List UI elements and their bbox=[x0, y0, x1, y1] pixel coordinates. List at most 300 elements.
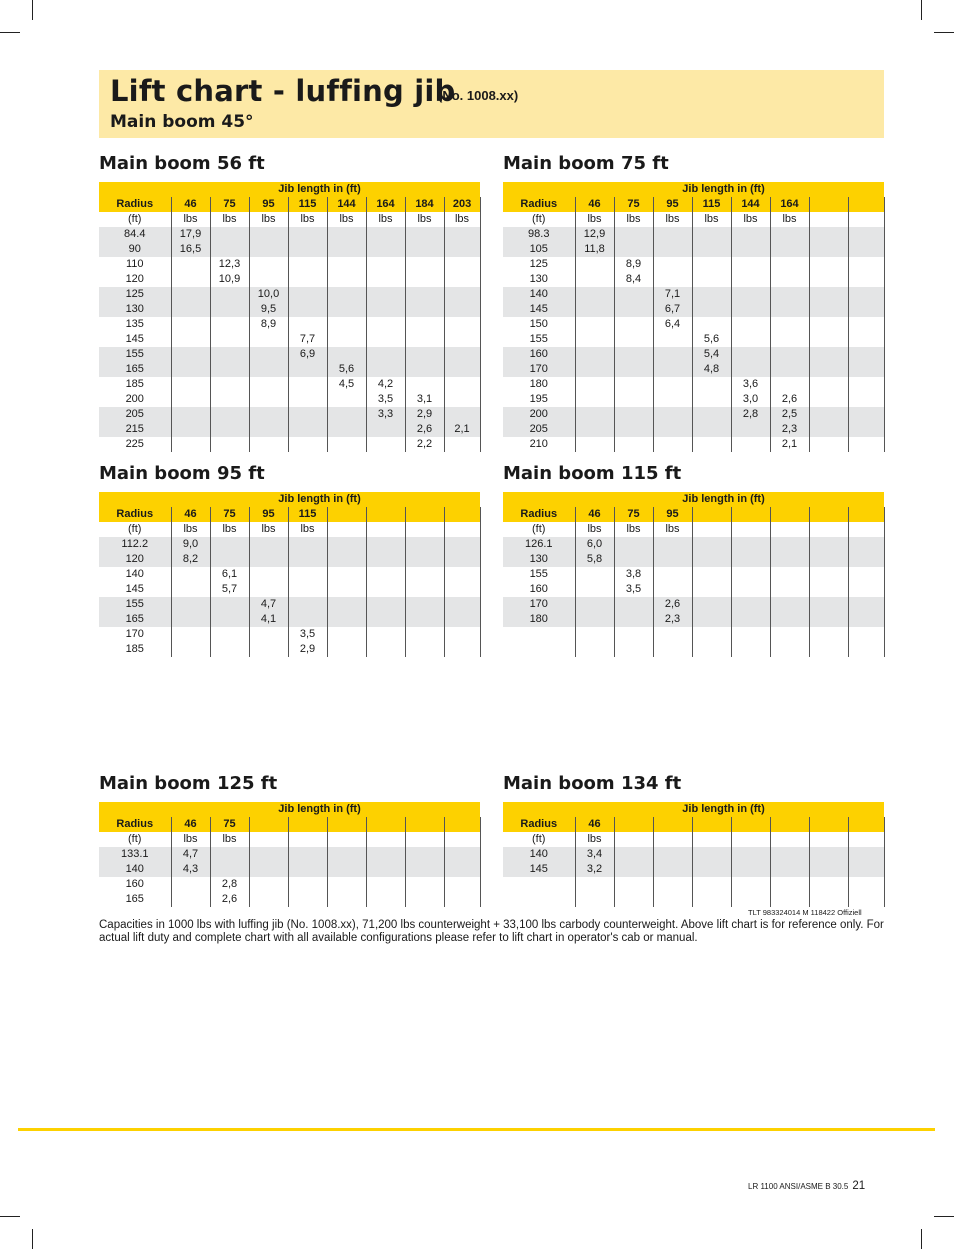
capacity-cell bbox=[444, 597, 480, 612]
capacity-cell bbox=[809, 567, 848, 582]
jib-length-cell: 115 bbox=[692, 197, 731, 212]
capacity-cell: 6,4 bbox=[653, 317, 692, 332]
radius-unit: (ft) bbox=[99, 832, 171, 847]
capacity-cell bbox=[288, 392, 327, 407]
capacity-cell bbox=[366, 302, 405, 317]
unit-cell: lbs bbox=[614, 212, 653, 227]
capacity-cell bbox=[731, 227, 770, 242]
capacity-cell bbox=[327, 332, 366, 347]
table-row bbox=[99, 362, 480, 377]
jib-length-cell bbox=[848, 817, 884, 832]
page-title: Lift chart - luffing jib bbox=[110, 74, 456, 108]
jib-length-header: Jib length in (ft) bbox=[99, 492, 480, 507]
capacity-cell bbox=[575, 877, 614, 892]
table-row bbox=[503, 287, 884, 302]
capacity-cell bbox=[171, 257, 210, 272]
capacity-cell bbox=[614, 287, 653, 302]
capacity-cell: 3,0 bbox=[731, 392, 770, 407]
capacity-cell bbox=[171, 377, 210, 392]
capacity-cell bbox=[288, 302, 327, 317]
jib-length-cell bbox=[249, 817, 288, 832]
capacity-cell bbox=[405, 642, 444, 657]
capacity-cell bbox=[653, 437, 692, 452]
jib-length-cell bbox=[405, 507, 444, 522]
jib-length-cell bbox=[848, 197, 884, 212]
capacity-cell bbox=[171, 612, 210, 627]
crop-mark bbox=[32, 0, 33, 20]
capacity-cell: 9,5 bbox=[249, 302, 288, 317]
jib-length-cell: 95 bbox=[249, 197, 288, 212]
capacity-cell bbox=[405, 377, 444, 392]
capacity-cell bbox=[288, 242, 327, 257]
capacity-cell bbox=[770, 627, 809, 642]
capacity-cell bbox=[444, 332, 480, 347]
capacity-cell bbox=[444, 627, 480, 642]
radius-cell: 130 bbox=[99, 302, 171, 317]
capacity-cell bbox=[731, 567, 770, 582]
table-row bbox=[99, 847, 480, 862]
jib-length-cell bbox=[405, 817, 444, 832]
capacity-cell bbox=[575, 272, 614, 287]
capacity-cell bbox=[288, 437, 327, 452]
capacity-cell bbox=[444, 257, 480, 272]
capacity-cell: 2,5 bbox=[770, 407, 809, 422]
capacity-cell bbox=[288, 862, 327, 877]
capacity-cell bbox=[444, 612, 480, 627]
capacity-cell bbox=[653, 847, 692, 862]
capacity-cell bbox=[809, 552, 848, 567]
capacity-cell bbox=[405, 892, 444, 907]
capacity-cell bbox=[770, 612, 809, 627]
jib-length-cell: 184 bbox=[405, 197, 444, 212]
capacity-cell bbox=[444, 362, 480, 377]
radius-cell: 215 bbox=[99, 422, 171, 437]
radius-cell: 120 bbox=[99, 272, 171, 287]
capacity-cell bbox=[614, 642, 653, 657]
capacity-cell bbox=[444, 392, 480, 407]
capacity-cell bbox=[692, 257, 731, 272]
radius-cell: 165 bbox=[99, 362, 171, 377]
unit-cell bbox=[809, 212, 848, 227]
unit-cell bbox=[848, 522, 884, 537]
unit-cell bbox=[366, 832, 405, 847]
capacity-cell bbox=[288, 612, 327, 627]
radius-header: Radius bbox=[99, 197, 171, 212]
capacity-cell bbox=[848, 227, 884, 242]
capacity-cell bbox=[809, 627, 848, 642]
capacity-cell bbox=[575, 362, 614, 377]
capacity-cell bbox=[770, 332, 809, 347]
capacity-cell bbox=[848, 302, 884, 317]
jib-length-cell: 75 bbox=[614, 507, 653, 522]
radius-cell: 145 bbox=[99, 332, 171, 347]
capacity-cell bbox=[731, 892, 770, 907]
table-row bbox=[503, 392, 884, 407]
units-row bbox=[503, 212, 884, 227]
capacity-cell bbox=[848, 407, 884, 422]
capacity-cell bbox=[692, 272, 731, 287]
capacity-cell bbox=[692, 582, 731, 597]
table-row bbox=[503, 332, 884, 347]
capacity-cell bbox=[731, 332, 770, 347]
capacity-cell bbox=[575, 422, 614, 437]
unit-cell: lbs bbox=[171, 212, 210, 227]
capacity-cell bbox=[653, 642, 692, 657]
capacity-cell: 6,9 bbox=[288, 347, 327, 362]
lift-table bbox=[503, 182, 884, 452]
radius-cell: 155 bbox=[99, 347, 171, 362]
capacity-cell bbox=[171, 392, 210, 407]
capacity-cell bbox=[575, 582, 614, 597]
capacity-cell bbox=[210, 287, 249, 302]
capacity-cell bbox=[575, 437, 614, 452]
capacity-cell bbox=[444, 302, 480, 317]
capacity-cell: 17,9 bbox=[171, 227, 210, 242]
units-row bbox=[99, 832, 480, 847]
capacity-cell bbox=[366, 597, 405, 612]
capacity-cell: 5,7 bbox=[210, 582, 249, 597]
radius-cell: 84.4 bbox=[99, 227, 171, 242]
radius-header: Radius bbox=[503, 197, 575, 212]
capacity-cell bbox=[288, 892, 327, 907]
capacity-cell bbox=[210, 437, 249, 452]
capacity-cell bbox=[653, 627, 692, 642]
capacity-cell: 7,7 bbox=[288, 332, 327, 347]
capacity-cell bbox=[444, 862, 480, 877]
capacity-cell bbox=[575, 257, 614, 272]
capacity-cell bbox=[249, 642, 288, 657]
table-row bbox=[503, 892, 884, 907]
capacity-cell: 8,4 bbox=[614, 272, 653, 287]
radius-cell: 130 bbox=[503, 552, 575, 567]
capacity-cell bbox=[249, 582, 288, 597]
capacity-cell bbox=[405, 597, 444, 612]
radius-header: Radius bbox=[503, 507, 575, 522]
capacity-cell bbox=[288, 362, 327, 377]
jib-length-cell bbox=[327, 507, 366, 522]
unit-cell bbox=[327, 832, 366, 847]
capacity-cell bbox=[692, 437, 731, 452]
table-row bbox=[503, 847, 884, 862]
capacity-cell bbox=[405, 272, 444, 287]
capacity-cell bbox=[249, 242, 288, 257]
capacity-cell bbox=[575, 892, 614, 907]
table-row bbox=[503, 582, 884, 597]
unit-cell bbox=[444, 832, 480, 847]
capacity-cell bbox=[366, 332, 405, 347]
jib-lengths-row bbox=[99, 197, 480, 212]
capacity-cell: 2,8 bbox=[731, 407, 770, 422]
capacity-cell bbox=[210, 332, 249, 347]
capacity-cell bbox=[770, 552, 809, 567]
unit-cell bbox=[444, 522, 480, 537]
capacity-cell bbox=[848, 332, 884, 347]
capacity-cell bbox=[692, 227, 731, 242]
table-row bbox=[99, 627, 480, 642]
capacity-cell bbox=[731, 537, 770, 552]
radius-cell: 185 bbox=[99, 377, 171, 392]
capacity-cell bbox=[653, 362, 692, 377]
unit-cell: lbs bbox=[731, 212, 770, 227]
table-row bbox=[99, 597, 480, 612]
capacity-cell bbox=[848, 567, 884, 582]
capacity-cell bbox=[210, 302, 249, 317]
capacity-cell bbox=[692, 892, 731, 907]
capacity-cell: 8,9 bbox=[249, 317, 288, 332]
capacity-cell bbox=[809, 332, 848, 347]
capacity-cell bbox=[770, 377, 809, 392]
capacity-cell bbox=[614, 332, 653, 347]
capacity-cell bbox=[171, 272, 210, 287]
radius-header: Radius bbox=[503, 817, 575, 832]
jib-length-cell: 46 bbox=[575, 507, 614, 522]
table-row bbox=[503, 242, 884, 257]
capacity-cell bbox=[249, 877, 288, 892]
radius-cell: 160 bbox=[503, 582, 575, 597]
capacity-cell bbox=[848, 877, 884, 892]
table-row bbox=[503, 407, 884, 422]
capacity-cell bbox=[731, 612, 770, 627]
capacity-cell bbox=[614, 302, 653, 317]
capacity-cell bbox=[249, 862, 288, 877]
capacity-cell: 2,6 bbox=[653, 597, 692, 612]
capacity-cell bbox=[614, 612, 653, 627]
capacity-cell: 2,1 bbox=[770, 437, 809, 452]
capacity-cell bbox=[848, 347, 884, 362]
jib-length-cell bbox=[731, 817, 770, 832]
jib-lengths-row bbox=[503, 817, 884, 832]
header-row bbox=[99, 802, 480, 817]
table-row bbox=[503, 877, 884, 892]
capacity-cell bbox=[809, 257, 848, 272]
capacity-cell bbox=[731, 257, 770, 272]
capacity-cell bbox=[327, 272, 366, 287]
capacity-cell bbox=[327, 287, 366, 302]
capacity-cell bbox=[692, 242, 731, 257]
header-row bbox=[503, 182, 884, 197]
capacity-cell bbox=[731, 582, 770, 597]
capacity-cell: 10,0 bbox=[249, 287, 288, 302]
table-row bbox=[503, 552, 884, 567]
capacity-cell bbox=[444, 347, 480, 362]
capacity-cell bbox=[770, 287, 809, 302]
table-row bbox=[99, 892, 480, 907]
capacity-cell: 2,9 bbox=[288, 642, 327, 657]
capacity-cell bbox=[327, 257, 366, 272]
capacity-cell bbox=[327, 582, 366, 597]
capacity-cell bbox=[327, 627, 366, 642]
capacity-cell bbox=[327, 597, 366, 612]
capacity-cell bbox=[327, 437, 366, 452]
capacity-cell: 2,6 bbox=[770, 392, 809, 407]
capacity-cell bbox=[653, 877, 692, 892]
capacity-cell: 5,6 bbox=[327, 362, 366, 377]
capacity-cell bbox=[366, 862, 405, 877]
radius-cell bbox=[503, 877, 575, 892]
radius-cell: 225 bbox=[99, 437, 171, 452]
capacity-cell bbox=[809, 847, 848, 862]
page-subtitle: Main boom 45° bbox=[110, 112, 254, 132]
capacity-cell bbox=[653, 347, 692, 362]
table-title: Main boom 125 ft bbox=[99, 773, 278, 794]
capacity-cell bbox=[327, 567, 366, 582]
lift-table bbox=[503, 492, 884, 657]
jib-length-cell bbox=[288, 817, 327, 832]
capacity-cell bbox=[405, 552, 444, 567]
capacity-cell bbox=[366, 537, 405, 552]
capacity-cell bbox=[731, 877, 770, 892]
capacity-cell bbox=[366, 642, 405, 657]
capacity-cell: 3,5 bbox=[288, 627, 327, 642]
capacity-cell bbox=[614, 392, 653, 407]
radius-cell: 105 bbox=[503, 242, 575, 257]
jib-length-cell: 164 bbox=[366, 197, 405, 212]
jib-length-cell bbox=[692, 817, 731, 832]
footer-rule bbox=[18, 1128, 935, 1131]
capacity-cell bbox=[210, 362, 249, 377]
jib-length-header: Jib length in (ft) bbox=[503, 802, 884, 817]
unit-cell bbox=[405, 522, 444, 537]
capacity-cell bbox=[575, 317, 614, 332]
capacity-cell: 8,9 bbox=[614, 257, 653, 272]
unit-cell: lbs bbox=[288, 522, 327, 537]
radius-unit: (ft) bbox=[99, 212, 171, 227]
capacity-cell bbox=[809, 597, 848, 612]
capacity-cell bbox=[405, 862, 444, 877]
radius-cell: 155 bbox=[503, 332, 575, 347]
capacity-cell bbox=[848, 437, 884, 452]
capacity-cell bbox=[848, 627, 884, 642]
capacity-cell bbox=[405, 627, 444, 642]
capacity-cell bbox=[770, 317, 809, 332]
table-title: Main boom 75 ft bbox=[503, 153, 669, 174]
radius-cell: 155 bbox=[503, 567, 575, 582]
capacity-cell: 4,2 bbox=[366, 377, 405, 392]
capacity-cell bbox=[366, 567, 405, 582]
capacity-cell: 6,1 bbox=[210, 567, 249, 582]
radius-cell: 140 bbox=[99, 862, 171, 877]
jib-length-cell bbox=[731, 507, 770, 522]
unit-cell: lbs bbox=[692, 212, 731, 227]
capacity-cell bbox=[614, 437, 653, 452]
capacity-cell bbox=[405, 332, 444, 347]
capacity-cell bbox=[288, 567, 327, 582]
table-row bbox=[99, 272, 480, 287]
capacity-cell bbox=[327, 612, 366, 627]
unit-cell bbox=[809, 522, 848, 537]
capacity-cell bbox=[692, 862, 731, 877]
capacity-cell bbox=[366, 892, 405, 907]
capacity-cell bbox=[731, 302, 770, 317]
unit-cell bbox=[731, 832, 770, 847]
capacity-cell: 9,0 bbox=[171, 537, 210, 552]
lift-table-56 bbox=[99, 153, 480, 452]
capacity-cell bbox=[288, 582, 327, 597]
capacity-cell bbox=[575, 612, 614, 627]
title-banner bbox=[99, 70, 884, 138]
capacity-cell: 6,0 bbox=[575, 537, 614, 552]
radius-unit: (ft) bbox=[503, 212, 575, 227]
radius-header: Radius bbox=[99, 507, 171, 522]
capacity-cell bbox=[210, 642, 249, 657]
table-row bbox=[99, 377, 480, 392]
capacity-cell bbox=[653, 582, 692, 597]
capacity-cell bbox=[444, 377, 480, 392]
capacity-cell bbox=[171, 407, 210, 422]
capacity-cell: 8,2 bbox=[171, 552, 210, 567]
capacity-cell bbox=[210, 392, 249, 407]
capacity-cell bbox=[288, 377, 327, 392]
lift-table bbox=[99, 802, 480, 907]
unit-cell bbox=[366, 522, 405, 537]
jib-lengths-row bbox=[99, 817, 480, 832]
jib-length-cell: 95 bbox=[653, 507, 692, 522]
capacity-cell: 2,1 bbox=[444, 422, 480, 437]
capacity-cell bbox=[653, 227, 692, 242]
table-row bbox=[99, 862, 480, 877]
capacity-cell bbox=[809, 612, 848, 627]
table-row bbox=[503, 347, 884, 362]
table-row bbox=[99, 302, 480, 317]
capacity-cell bbox=[249, 257, 288, 272]
unit-cell: lbs bbox=[575, 212, 614, 227]
capacity-cell bbox=[575, 627, 614, 642]
capacity-cell bbox=[770, 362, 809, 377]
capacity-cell bbox=[171, 437, 210, 452]
capacity-cell bbox=[366, 362, 405, 377]
capacity-cell bbox=[614, 862, 653, 877]
capacity-cell bbox=[171, 627, 210, 642]
capacity-cell bbox=[288, 287, 327, 302]
capacity-cell bbox=[848, 392, 884, 407]
radius-cell: 180 bbox=[503, 612, 575, 627]
capacity-cell bbox=[249, 377, 288, 392]
capacity-cell bbox=[731, 242, 770, 257]
jib-length-cell: 46 bbox=[171, 507, 210, 522]
capacity-cell bbox=[288, 422, 327, 437]
capacity-cell bbox=[731, 597, 770, 612]
capacity-cell bbox=[210, 537, 249, 552]
table-title: Main boom 115 ft bbox=[503, 463, 682, 484]
capacity-cell bbox=[444, 317, 480, 332]
table-row bbox=[99, 642, 480, 657]
capacity-cell bbox=[809, 892, 848, 907]
capacity-cell: 2,3 bbox=[653, 612, 692, 627]
capacity-cell bbox=[288, 552, 327, 567]
table-row bbox=[503, 437, 884, 452]
capacity-cell: 10,9 bbox=[210, 272, 249, 287]
capacity-cell bbox=[288, 272, 327, 287]
capacity-cell bbox=[444, 642, 480, 657]
capacity-cell bbox=[653, 332, 692, 347]
capacity-cell bbox=[614, 892, 653, 907]
capacity-cell bbox=[692, 377, 731, 392]
capacity-cell bbox=[249, 437, 288, 452]
capacity-cell bbox=[731, 847, 770, 862]
capacity-cell bbox=[692, 567, 731, 582]
jib-length-cell bbox=[770, 507, 809, 522]
capacity-cell bbox=[692, 847, 731, 862]
capacity-cell bbox=[575, 332, 614, 347]
capacity-cell bbox=[210, 612, 249, 627]
capacity-cell bbox=[210, 552, 249, 567]
lift-table bbox=[503, 802, 884, 907]
capacity-cell bbox=[444, 892, 480, 907]
radius-unit: (ft) bbox=[503, 832, 575, 847]
capacity-cell bbox=[614, 877, 653, 892]
capacity-cell bbox=[575, 642, 614, 657]
unit-cell bbox=[770, 832, 809, 847]
